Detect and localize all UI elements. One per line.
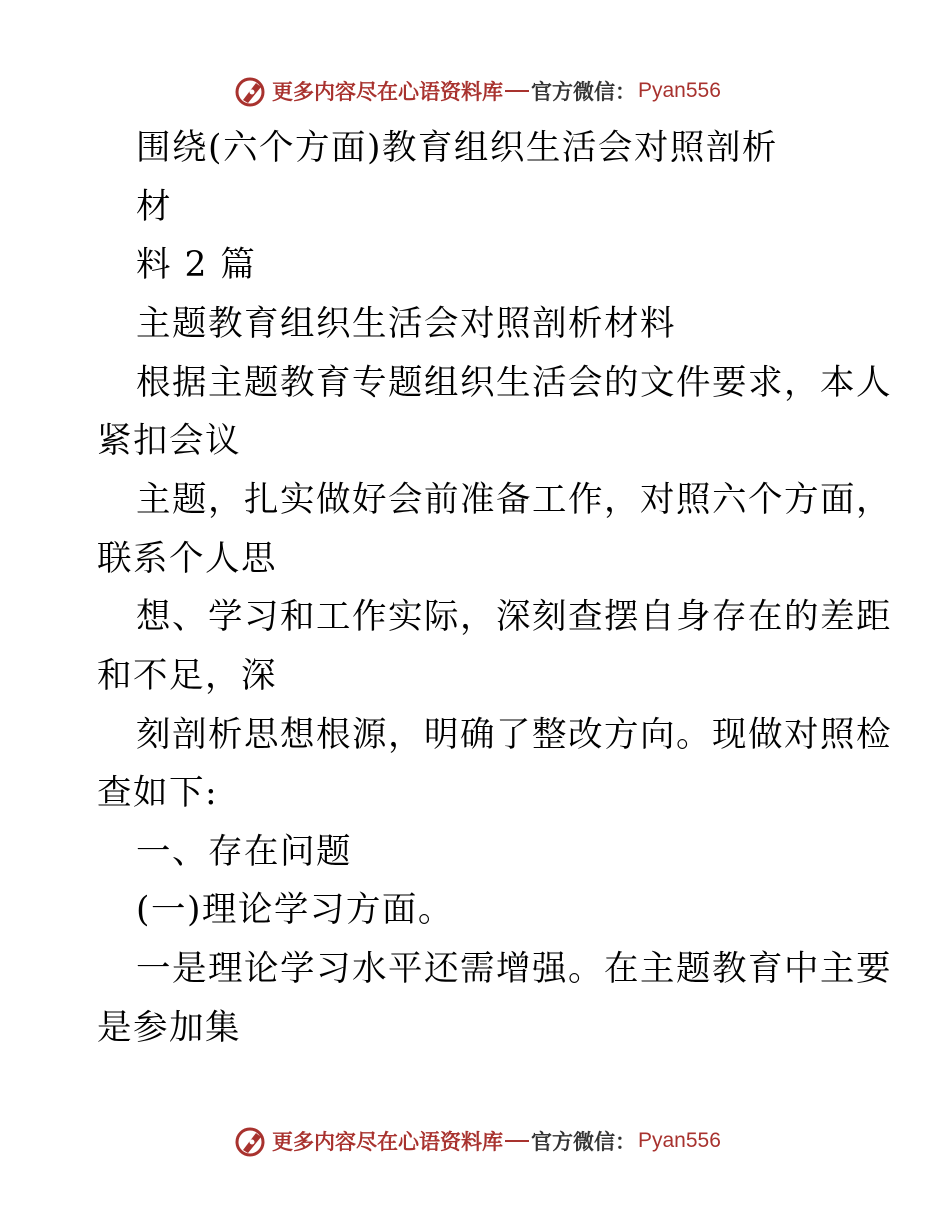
paragraph-line: 是参加集 (97, 1008, 241, 1048)
watermark-wechat-label: 官方微信： (531, 79, 636, 104)
paragraph-line: 主题，扎实做好会前准备工作，对照六个方面， (136, 480, 892, 520)
paragraph-line: 根据主题教育专题组织生活会的文件要求，本人 (136, 363, 892, 403)
subsection-heading: (一)理论学习方面。 (136, 890, 454, 930)
section-heading: 一、存在问题 (136, 832, 352, 872)
watermark-dash (505, 90, 529, 92)
watermark-wechat-id: Pyan556 (638, 79, 721, 102)
paragraph-line: 一是理论学习水平还需增强。在主题教育中主要 (136, 949, 892, 989)
paragraph-line: 和不足，深 (97, 656, 277, 696)
document-title-line-1: 围绕(六个方面)教育组织生活会对照剖析 (136, 128, 778, 168)
paragraph-line: 查如下: (97, 773, 219, 813)
pen-nib-logo-icon (234, 1124, 268, 1158)
watermark-wechat-id: Pyan556 (638, 1129, 721, 1152)
document-subtitle: 主题教育组织生活会对照剖析材料 (136, 304, 676, 344)
document-title-line-2: 材 (136, 187, 172, 227)
watermark-dash (505, 1140, 529, 1142)
watermark-text: 更多内容尽在心语资料库 (272, 1129, 503, 1154)
header-watermark (234, 74, 721, 108)
footer-watermark (234, 1124, 721, 1158)
watermark-text: 更多内容尽在心语资料库 (272, 79, 503, 104)
paragraph-line: 联系个人思 (97, 539, 277, 579)
paragraph-line: 紧扣会议 (97, 421, 241, 461)
paragraph-line: 刻剖析思想根源，明确了整改方向。现做对照检 (136, 715, 892, 755)
paragraph-line: 想、学习和工作实际，深刻查摆自身存在的差距 (136, 597, 892, 637)
watermark-wechat-label: 官方微信： (531, 1129, 636, 1154)
pen-nib-logo-icon (234, 74, 268, 108)
document-title-line-3: 料 2 篇 (136, 245, 257, 285)
